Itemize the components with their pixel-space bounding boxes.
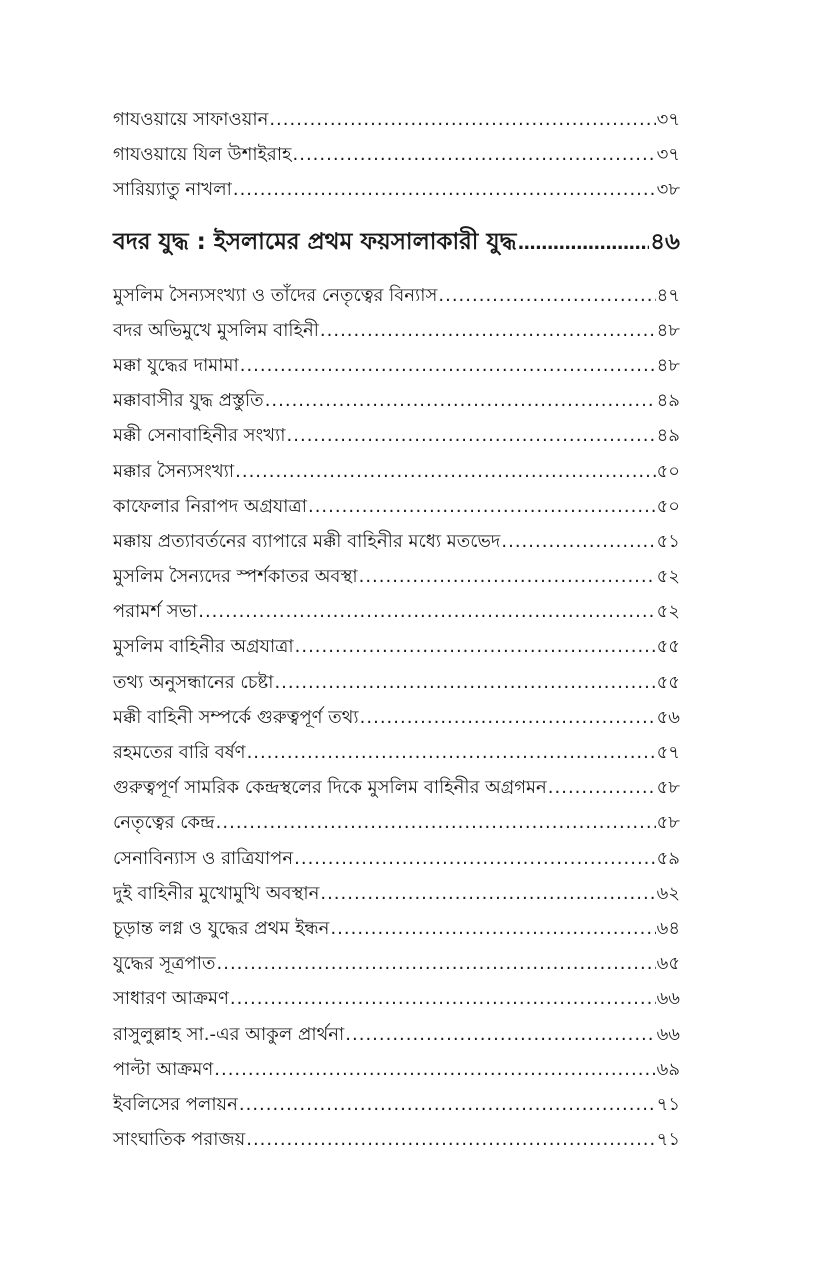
toc-entry-page-number: ৪৮: [656, 354, 680, 376]
toc-entry-title: মক্কী বাহিনী সম্পর্কে গুরুত্বপূর্ণ তথ্য: [113, 706, 359, 728]
dot-leader: [269, 102, 655, 137]
dot-leader: [274, 665, 655, 700]
dot-leader: [235, 454, 655, 489]
toc-entry: [113, 1122, 680, 1157]
chapter-title: বদর যুদ্ধ : ইসলামের প্রথম ফয়সালাকারী যুদ্ধ: [113, 228, 517, 255]
toc-entry-page-number: ৫৫: [656, 671, 680, 693]
toc-entry-title: চূড়ান্ত লগ্ন ও যুদ্ধের প্রথম ইন্ধন: [113, 917, 330, 939]
toc-entries-after: [113, 278, 680, 1158]
toc-entry: [113, 454, 680, 489]
toc-entry-title: নেতৃত্বের কেন্দ্র: [113, 812, 215, 834]
toc-entry-title: পরামর্শ সভা: [113, 601, 198, 623]
toc-entry: [113, 735, 680, 770]
dot-leader: [360, 700, 656, 735]
toc-entry-title: সেনাবিন্যাস ও রাত্রিযাপন: [113, 847, 294, 869]
toc-entry-title: মুসলিম সৈন্যদের স্পর্শকাতর অবস্থা: [113, 566, 358, 588]
toc-entry: [113, 700, 680, 735]
toc-entry-title: মক্কা যুদ্ধের দামামা: [113, 354, 239, 376]
toc-entry-page-number: ৫৮: [656, 812, 680, 834]
dot-leader: [359, 559, 656, 594]
toc-entry-page-number: ৬৫: [656, 953, 680, 975]
toc-entry-title: তথ্য অনুসন্ধানের চেষ্টা: [113, 671, 274, 693]
toc-entry-page-number: ৫০: [656, 495, 680, 517]
dot-leader: [216, 805, 656, 840]
toc-entry-page-number: ৫৬: [656, 706, 680, 728]
toc-entry-page-number: ৫৭: [656, 742, 680, 763]
toc-entry: [113, 629, 680, 664]
dot-leader: [239, 1087, 656, 1122]
toc-entry: [113, 313, 680, 348]
toc-entry-title: গাযওয়ায়ে যিল উশাইরাহ: [113, 144, 292, 166]
dot-leader: [287, 418, 656, 453]
toc-entry-page-number: ৪৯: [656, 390, 680, 412]
toc-entry-title: ইবলিসের পলায়ন: [113, 1093, 238, 1115]
toc-entry-title: সাধারণ আক্রমণ: [113, 988, 229, 1010]
toc-entry-page-number: ৩৮: [656, 179, 680, 201]
toc-entry-title: মুসলিম সৈন্যসংখ্যা ও তাঁদের নেতৃত্বের বিন্যাস: [113, 284, 438, 306]
dot-leader: [518, 214, 650, 274]
toc-entry-page-number: ৭১: [656, 1129, 680, 1151]
toc-entry-page-number: ৬২: [656, 882, 680, 904]
toc-entry-page-number: ৩৭: [656, 109, 680, 130]
toc-entry: [113, 418, 680, 453]
toc-entry: [113, 278, 680, 313]
toc-entry: [113, 1052, 680, 1087]
toc-entry-page-number: ৭১: [656, 1093, 680, 1115]
toc-entry-title: মক্কার সৈন্যসংখ্যা: [113, 460, 235, 482]
toc-entry: [113, 172, 680, 207]
toc-entry-page-number: ৬৪: [656, 917, 680, 939]
dot-leader: [265, 383, 656, 418]
dot-leader: [240, 348, 656, 383]
toc-entry-page-number: ৬৬: [656, 988, 680, 1010]
dot-leader: [246, 1122, 655, 1157]
toc-entry: [113, 876, 680, 911]
toc-entry-title: পাল্টা আক্রমণ: [113, 1058, 214, 1080]
toc-entry-page-number: ৬৬: [656, 1023, 680, 1045]
toc-entry: [113, 770, 680, 805]
dot-leader: [438, 278, 655, 313]
dot-leader: [330, 911, 655, 946]
toc-entry: [113, 981, 680, 1016]
dot-leader: [230, 981, 656, 1016]
toc-entry: [113, 911, 680, 946]
toc-entry: [113, 102, 680, 137]
table-of-contents: [113, 102, 680, 1157]
dot-leader: [295, 629, 656, 664]
toc-entry: [113, 489, 680, 524]
toc-entry: [113, 805, 680, 840]
toc-entry: [113, 137, 680, 172]
toc-entry-title: সারিয়্যাতু নাখলা: [113, 179, 232, 201]
toc-entry-title: মক্কী সেনাবাহিনীর সংখ্যা: [113, 425, 286, 447]
toc-entry: [113, 524, 680, 559]
toc-entry: [113, 1087, 680, 1122]
toc-entry-title: মক্কাবাসীর যুদ্ধ প্রস্তুতি: [113, 390, 264, 412]
toc-entry: [113, 665, 680, 700]
toc-entry-title: সাংঘাতিক পরাজয়: [113, 1129, 246, 1151]
toc-entry: [113, 559, 680, 594]
toc-entry-title: রাসুলুল্লাহ সা.-এর আকুল প্রার্থনা: [113, 1023, 345, 1045]
dot-leader: [233, 172, 656, 207]
dot-leader: [501, 524, 655, 559]
toc-entry-page-number: ৫২: [656, 601, 680, 623]
toc-entry-page-number: ৫৫: [656, 636, 680, 658]
dot-leader: [294, 841, 655, 876]
toc-entry-page-number: ৪৯: [656, 425, 680, 447]
toc-entry-title: দুই বাহিনীর মুখোমুখি অবস্থান: [113, 882, 320, 904]
toc-entry-title: গাযওয়ায়ে সাফাওয়ান: [113, 109, 269, 130]
dot-leader: [198, 594, 655, 629]
toc-entry-title: কাফেলার নিরাপদ অগ্রযাত্রা: [113, 495, 307, 517]
toc-entry: [113, 1017, 680, 1052]
toc-entry-title: রহমতের বারি বর্ষণ: [113, 742, 246, 763]
dot-leader: [308, 489, 656, 524]
toc-entry: [113, 946, 680, 981]
toc-entry-page-number: ৫০: [656, 460, 680, 482]
toc-entry-title: যুদ্ধের সূত্রপাত: [113, 953, 216, 975]
toc-entry-title: মক্কায় প্রত্যাবর্তনের ব্যাপারে মক্কী বাহিনীর মধ্যে মতভেদ: [113, 530, 501, 552]
toc-entry-page-number: ৪৭: [656, 284, 680, 306]
dot-leader: [345, 1017, 655, 1052]
toc-entry-title: বদর অভিমুখে মুসলিম বাহিনী: [113, 319, 319, 341]
toc-entry-page-number: ৪৮: [656, 319, 680, 341]
dot-leader: [320, 876, 655, 911]
toc-entry: [113, 348, 680, 383]
chapter-page-number: ৪৬: [650, 228, 680, 255]
dot-leader: [320, 313, 656, 348]
toc-entry-page-number: ৩৭: [656, 144, 680, 166]
toc-entry: [113, 841, 680, 876]
dot-leader: [217, 946, 656, 981]
dot-leader: [548, 770, 656, 805]
toc-entry-page-number: ৫২: [656, 566, 680, 588]
toc-entry-title: গুরুত্বপূর্ণ সামরিক কেন্দ্রস্থলের দিকে মুসলিম বাহিনীর অগ্রগমন: [113, 777, 547, 799]
toc-entry-page-number: ৬৯: [656, 1058, 680, 1080]
toc-entry-page-number: ৫৯: [656, 847, 680, 869]
toc-entry-title: মুসলিম বাহিনীর অগ্রযাত্রা: [113, 636, 294, 658]
toc-entry: [113, 383, 680, 418]
dot-leader: [293, 137, 656, 172]
dot-leader: [214, 1052, 655, 1087]
toc-entry-page-number: ৫৮: [656, 777, 680, 799]
dot-leader: [247, 735, 656, 770]
toc-chapter-heading: [113, 212, 680, 272]
toc-entries-before: [113, 102, 680, 208]
toc-entry: [113, 594, 680, 629]
toc-entry-page-number: ৫১: [656, 530, 680, 552]
